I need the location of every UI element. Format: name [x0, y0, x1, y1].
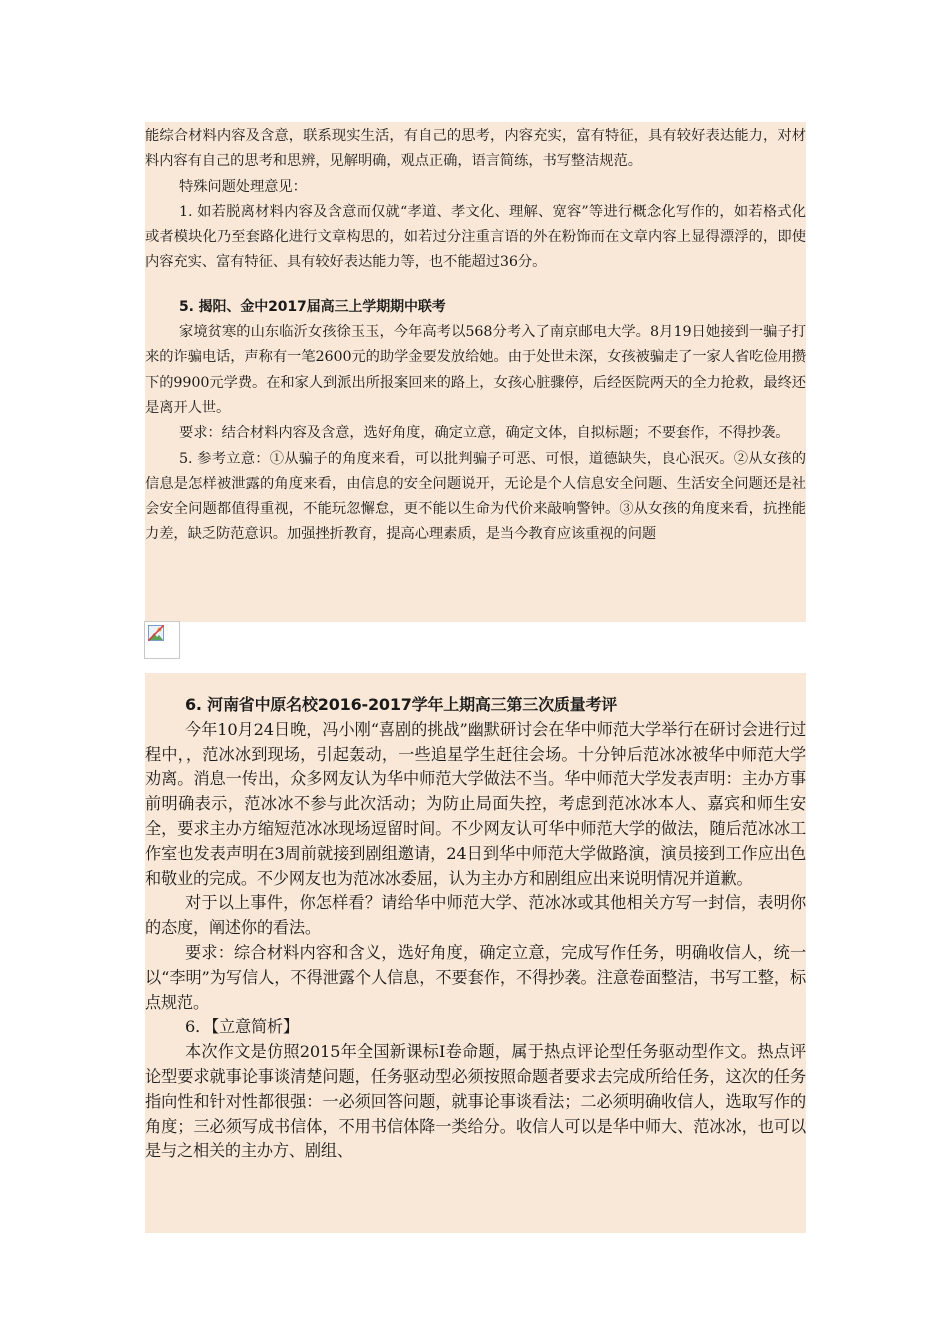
section5-heading: 5. 揭阳、金中2017届高三上学期期中联考: [179, 298, 446, 315]
section4-paragraph-1: 能综合材料内容及含意，联系现实生活，有自己的思考，内容充实，富有特征，具有较好表达能力，对材料内容有自己的思考和思辨，见解明确，观点正确，语言简练，书写整洁规范。: [145, 128, 806, 170]
section5-paragraph-1: 家境贫寒的山东临沂女孩徐玉玉，今年高考以568分考入了南京邮电大学。8月19日她接到一骗子打来的诈骗电话，声称有一笔2600元的助学金要发放给她。由于处世未深，女孩被骗走了一家人省吃俭用攒下的9900元学费。在和家人到派出所报案回来的路上，女孩心脏骤停，后经医院两天的全力抢救，最终还是离开人世。: [145, 324, 806, 416]
section6-paragraph-4: 6．【立意简析】: [185, 1017, 299, 1037]
section5-paragraph-2: 要求：结合材料内容及含意，选好角度，确定立意，确定文体，自拟标题；不要套作，不得抄袭。: [179, 425, 790, 442]
section6-paragraph-2: 对于以上事件，你怎样看？请给华中师范大学、范冰冰或其他相关方写一封信，表明你的态度，阐述你的看法。: [145, 893, 806, 938]
section6-paragraph-3: 要求：综合材料内容和含义，选好角度，确定立意，完成写作任务，明确收信人，统一以“李明”为写信人，不得泄露个人信息，不要套作，不得抄袭。注意卷面整洁，书写工整，标点规范。: [145, 942, 806, 1012]
section4-paragraph-3: 1. 如若脱离材料内容及含意而仅就“孝道、孝文化、理解、宽容”等进行概念化写作的，如若格式化或者模块化乃至套路化进行文章构思的，如若过分注重言语的外在粉饰而在文章内容上显得漂浮的，即使内容充实、富有特征、具有较好表达能力等，也不能超过36分。: [145, 203, 806, 271]
broken-image-icon: [148, 625, 164, 641]
section4-paragraph-2: 特殊问题处理意见：: [179, 178, 307, 195]
section6-paragraph-5: 本次作文是仿照2015年全国新课标Ⅰ卷命题，属于热点评论型任务驱动型作文。热点评论型要求就事论事谈清楚问题，任务驱动型必须按照命题者要求去完成所给任务，这次的任务指向性和针对性都很强：一必须回答问题，就事论事谈看法；二必须明确收信人，选取写作的角度；三必须写成书信体，不用书信体降一类给分。收信人可以是华中师大、范冰冰，也可以是与之相关的主办方、剧组、: [145, 1042, 806, 1161]
content-block-sections-4-5: [145, 122, 806, 622]
section6-heading: 6. 河南省中原名校2016-2017学年上期高三第三次质量考评: [185, 695, 618, 714]
broken-image: [144, 621, 180, 659]
content-block-section-6: [145, 673, 806, 1233]
section6-paragraph-1: 今年10月24日晚，冯小刚“喜剧的挑战”幽默研讨会在华中师范大学举行在研讨会进行过程中，，范冰冰到现场，引起轰动，一些追星学生赶往会场。十分钟后范冰冰被华中师范大学劝离。消息一传出，众多网友认为华中师范大学做法不当。华中师范大学发表声明：主办方事前明确表示，范冰冰不参与此次活动；为防止局面失控，考虑到范冰冰本人、嘉宾和师生安全，要求主办方缩短范冰冰现场逗留时间。不少网友认可华中师范大学的做法，随后范冰冰工作室也发表声明在3周前就接到剧组邀请，24日到华中师范大学做路演，演员接到工作应出色和敬业的完成。不少网友也为范冰冰委屈，认为主办方和剧组应出来说明情况并道歉。: [145, 719, 806, 888]
section5-paragraph-3: 5. 参考立意：①从骗子的角度来看，可以批判骗子可恶、可恨，道德缺失，良心泯灭。②从女孩的信息是怎样被泄露的角度来看，由信息的安全问题说开，无论是个人信息安全问题、生活安全问题还是社会安全问题都值得重视，不能玩忽懈怠，更不能以生命为代价来敲响警钟。③从女孩的角度来看，抗挫能力差，缺乏防范意识。加强挫折教育，提高心理素质，是当今教育应该重视的问题: [145, 450, 806, 543]
